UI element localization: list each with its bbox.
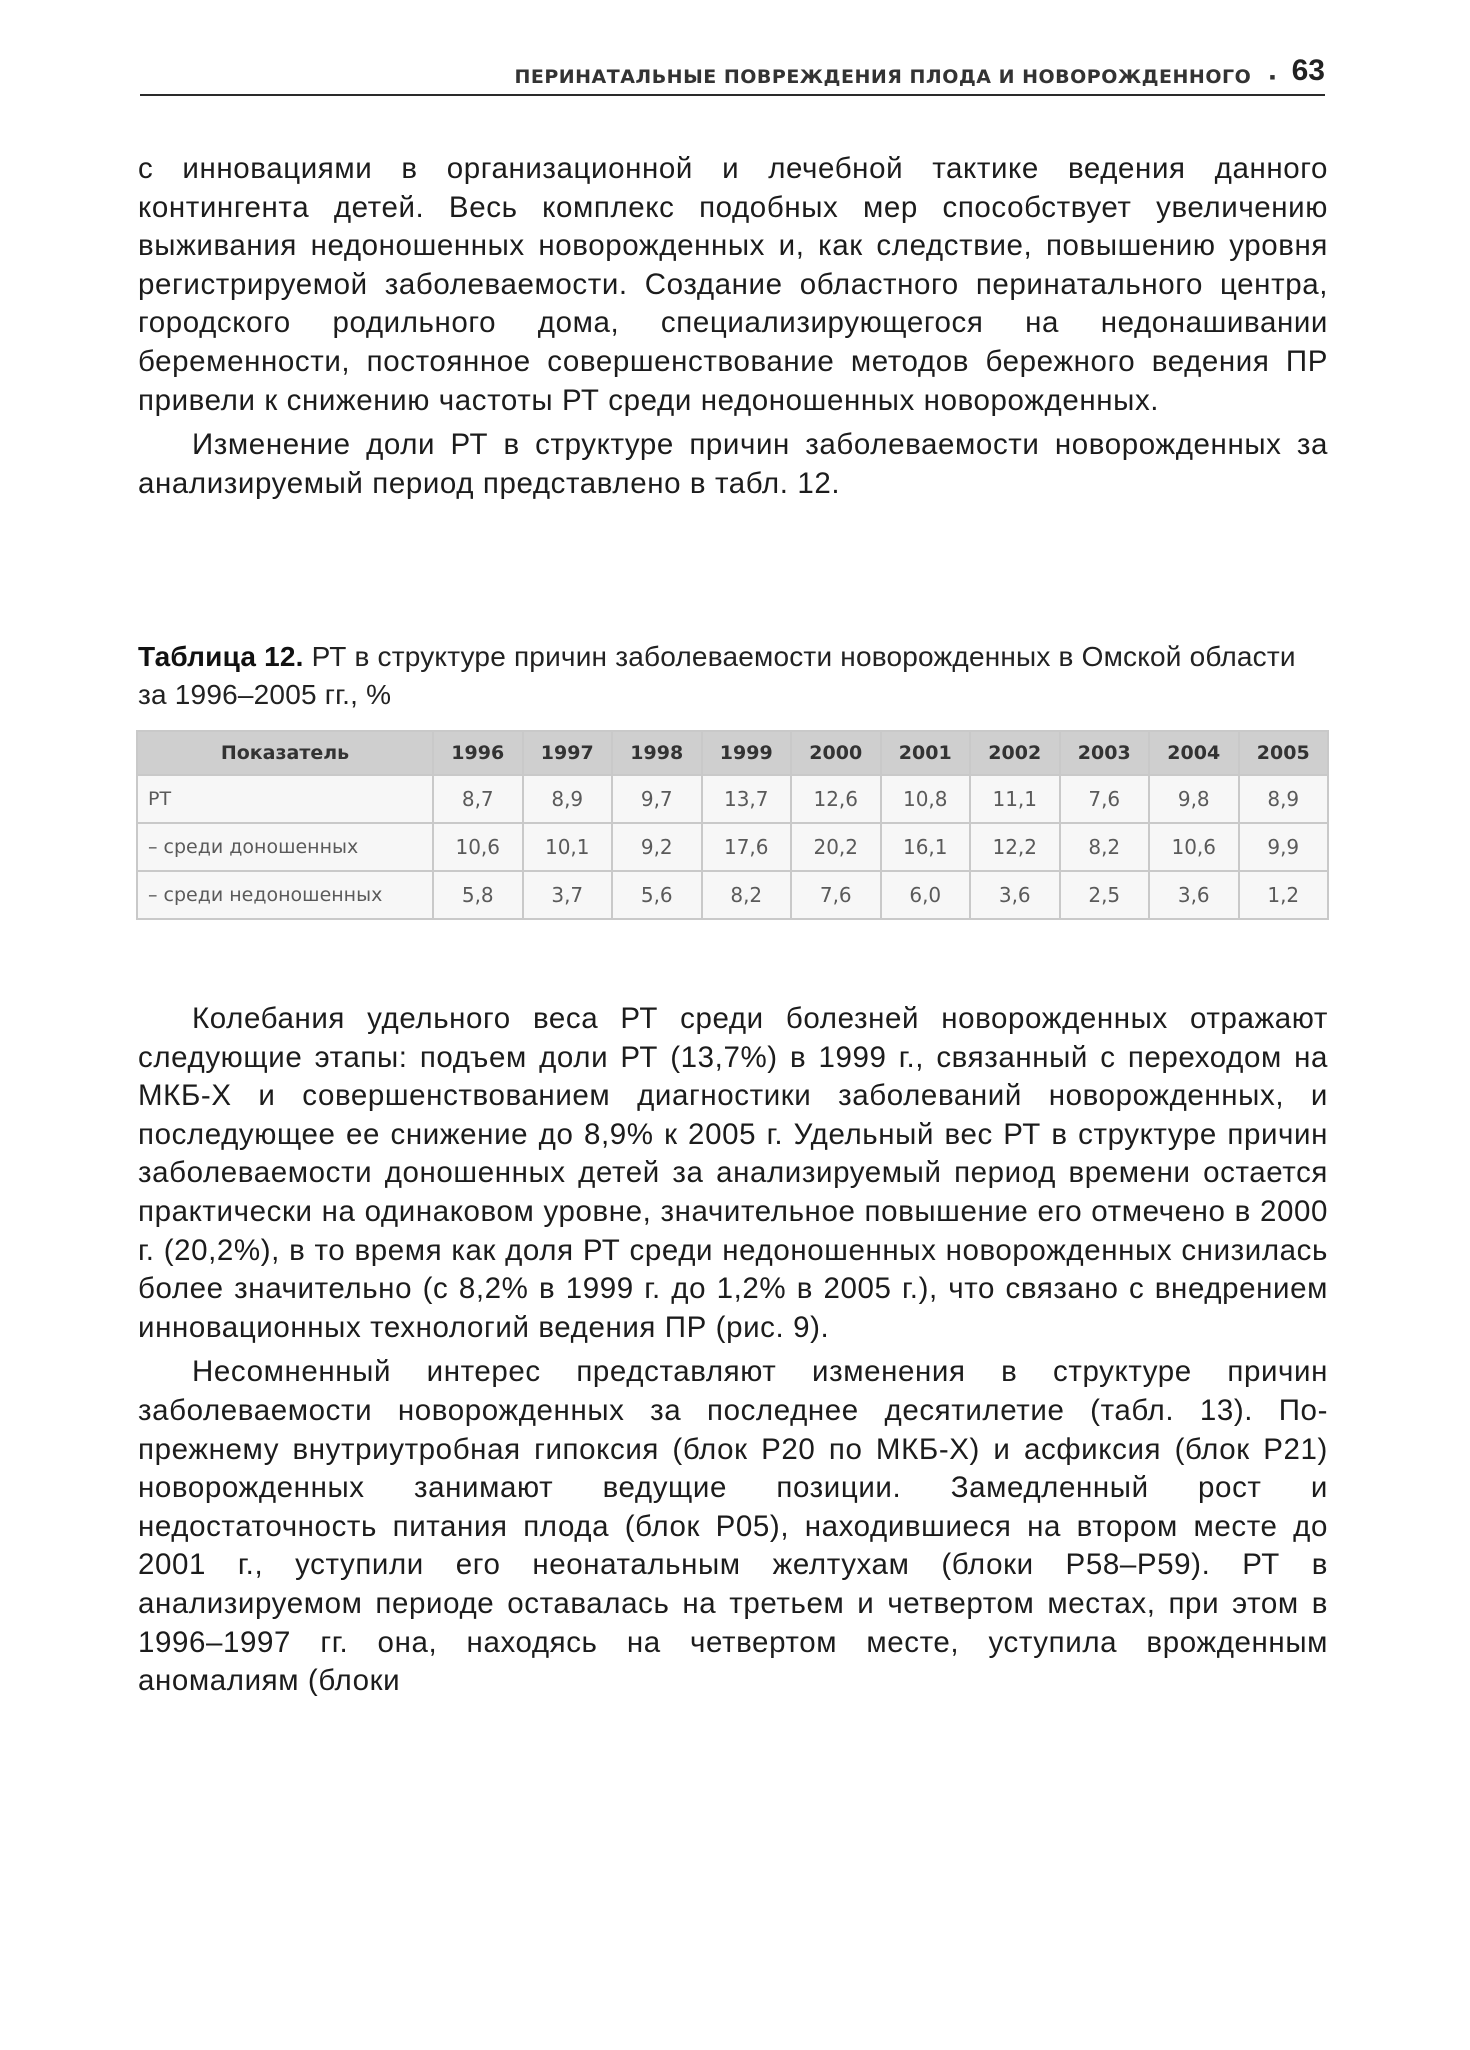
table-cell: 10,6 xyxy=(433,823,523,871)
table-cell: 3,6 xyxy=(970,871,1060,919)
table-header-cell: 2001 xyxy=(881,731,971,775)
table-cell: 5,8 xyxy=(433,871,523,919)
table-cell: 8,9 xyxy=(1239,775,1329,823)
table-header-cell: 2005 xyxy=(1239,731,1329,775)
table-cell: 13,7 xyxy=(702,775,792,823)
table-cell: 17,6 xyxy=(702,823,792,871)
table-cell: 9,7 xyxy=(612,775,702,823)
paragraph-2: Изменение доли РТ в структуре причин заболеваемости новорожденных за анализируемый период представлено в табл. 12. xyxy=(138,428,1328,500)
paragraph-4: Несомненный интерес представляют изменения в структуре причин заболеваемости новорожденных за последнее десятилетие (табл. 13). По-прежнему внутриутробная гипоксия (блок Р20 по МКБ-Х) и асфиксия (блок Р21) новорожденных занимают ведущие позиции. Замедленный рост и недостаточность питания плода (блок Р05), находившиеся на втором месте до 2001 г., уступили его неонатальным желтухам (блоки Р58–Р59). РТ в анализируемом периоде оставалась на третьем и четвертом местах, при этом в 1996–1997 гг. она, находясь на четвертом месте, уступила врожденным аномалиям (блоки xyxy=(138,1355,1328,1698)
table-row xyxy=(137,871,1328,919)
table-cell: 8,7 xyxy=(433,775,523,823)
table-cell: 6,0 xyxy=(881,871,971,919)
body-text-bottom xyxy=(138,1000,1328,1701)
table-cell: 12,6 xyxy=(791,775,881,823)
table-header-cell: 1999 xyxy=(702,731,792,775)
table-cell: 10,6 xyxy=(1149,823,1239,871)
page-number: 63 xyxy=(1291,54,1325,87)
table-header-cell: 1996 xyxy=(433,731,523,775)
running-title: ПЕРИНАТАЛЬНЫЕ ПОВРЕЖДЕНИЯ ПЛОДА И НОВОРОЖДЕННОГО xyxy=(514,66,1252,88)
table-header-cell: 2000 xyxy=(791,731,881,775)
paragraph-3: Колебания удельного веса РТ среди болезней новорожденных отражают следующие этапы: подъем доли РТ (13,7%) в 1999 г., связанный с переходом на МКБ-Х и совершенствованием диагностики заболеваний новорожденных, и последующее ее снижение до 8,9% к 2005 г. Удельный вес РТ в структуре причин заболеваемости доношенных детей за анализируемый период времени остается практически на одинаковом уровне, значительное повышение его отмечено в 2000 г. (20,2%), в то время как доля РТ среди недоношенных новорожденных снизилась более значительно (с 8,2% в 1999 г. до 1,2% в 2005 г.), что связано с внедрением инновационных технологий ведения ПР (рис. 9). xyxy=(138,1002,1328,1344)
table-cell: 9,2 xyxy=(612,823,702,871)
table-cell: 9,9 xyxy=(1239,823,1329,871)
table-cell: 12,2 xyxy=(970,823,1060,871)
table-cell: 8,2 xyxy=(1060,823,1150,871)
table-cell: 3,6 xyxy=(1149,871,1239,919)
table-cell: 11,1 xyxy=(970,775,1060,823)
table-header-cell: 2002 xyxy=(970,731,1060,775)
table-header-row xyxy=(137,731,1328,775)
table-header-cell: 2003 xyxy=(1060,731,1150,775)
data-table xyxy=(136,730,1329,920)
table-header-cell: 1998 xyxy=(612,731,702,775)
running-head xyxy=(140,48,1325,96)
paragraph-1: с инновациями в организационной и лечебной тактике ведения данного контингента детей. Весь комплекс подобных мер способствует увеличению выживания недоношенных новорожденных и, как следствие, повышению уровня регистрируемой заболеваемости. Создание областного перинатального центра, городского родильного дома, специализирующегося на недонашивании беременности, постоянное совершенствование методов бережного ведения ПР привели к снижению частоты РТ среди недоношенных новорожденных. xyxy=(138,152,1328,417)
table-cell: 10,1 xyxy=(523,823,613,871)
table-cell: 20,2 xyxy=(791,823,881,871)
table-cell: 7,6 xyxy=(1060,775,1150,823)
table-cell: 9,8 xyxy=(1149,775,1239,823)
body-text-top xyxy=(138,150,1328,503)
table-row xyxy=(137,823,1328,871)
table-cell: 3,7 xyxy=(523,871,613,919)
table-cell: 16,1 xyxy=(881,823,971,871)
header-bullet: ▪ xyxy=(1269,67,1276,87)
table-cell: 8,2 xyxy=(702,871,792,919)
table-header-cell: 2004 xyxy=(1149,731,1239,775)
table-row xyxy=(137,775,1328,823)
table-caption xyxy=(138,638,1328,714)
table-row-label: – среди доношенных xyxy=(137,823,433,871)
table-row-label: – среди недоношенных xyxy=(137,871,433,919)
table-caption-label: Таблица 12. xyxy=(138,641,304,672)
table-cell: 2,5 xyxy=(1060,871,1150,919)
table-cell: 8,9 xyxy=(523,775,613,823)
table-cell: 5,6 xyxy=(612,871,702,919)
table-caption-text: РТ в структуре причин заболеваемости новорожденных в Омской области за 1996–2005 гг., % xyxy=(138,641,1296,710)
table-cell: 7,6 xyxy=(791,871,881,919)
table-cell: 1,2 xyxy=(1239,871,1329,919)
table-cell: 10,8 xyxy=(881,775,971,823)
table-row-label: РТ xyxy=(137,775,433,823)
table-header-cell: 1997 xyxy=(523,731,613,775)
table-header-cell: Показатель xyxy=(137,731,433,775)
